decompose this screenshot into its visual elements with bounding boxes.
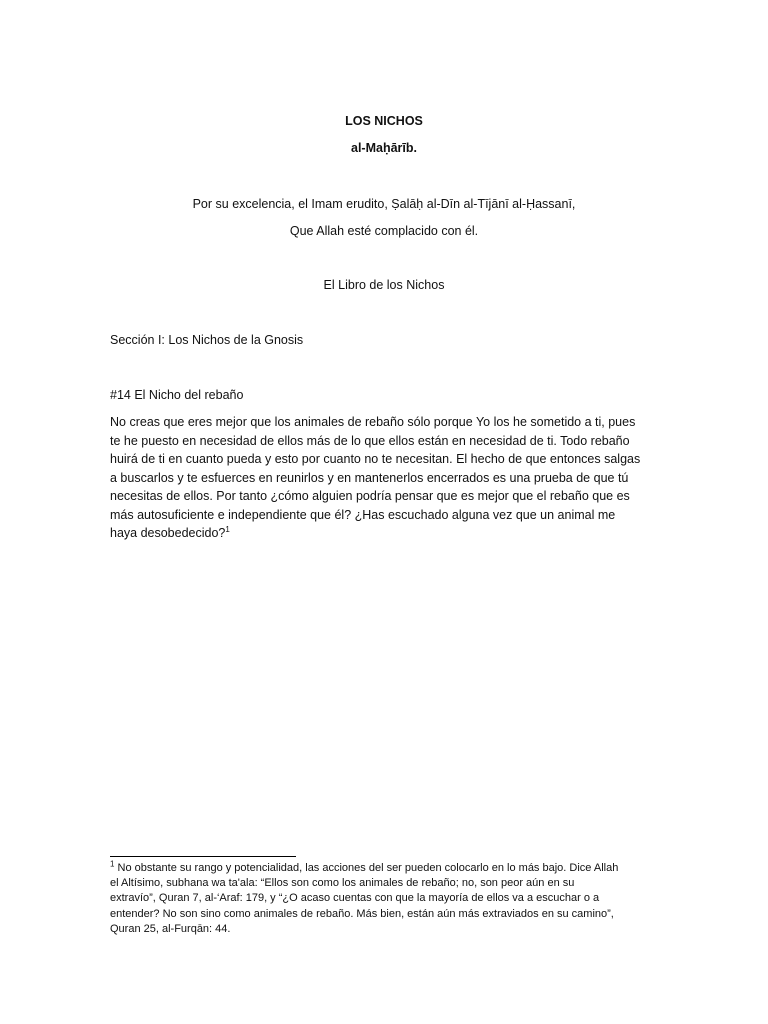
footnote-separator — [110, 856, 296, 857]
niche-heading: #14 El Nicho del rebaño — [110, 388, 244, 402]
paragraph-line: necesitas de ellos. Por tanto ¿cómo alguien podría pensar que es mejor que el rebaño que es — [110, 489, 630, 503]
footnote-first-line — [110, 861, 660, 876]
footnote-line: extravío”, Quran 7, al-‘Araf: 179, y “¿O acaso cuentas con que la mayoría de ellos va a escuchar o a — [110, 892, 600, 905]
footnote-line: entender? No son sino como animales de rebaño. Más bien, están aún más extraviados en su camino”, — [110, 907, 614, 920]
paragraph-line: haya desobedecido? — [110, 526, 226, 540]
author-line: Por su excelencia, el Imam erudito, Ṣalāḥ al-Dīn al-Tījānī al-Ḥassanī, — [192, 197, 576, 211]
blessing-line: Que Allah esté complacido con él. — [289, 224, 479, 238]
body-paragraph — [110, 413, 660, 543]
paragraph-line: No creas que eres mejor que los animales de rebaño sólo porque Yo los he sometido a ti, pues — [110, 415, 636, 429]
paragraph-line: huirá de ti en cuanto pueda y esto por cuanto no te necesitan. El hecho de que entonces salgas — [110, 452, 641, 466]
footnote-line: Quran 25, al-Furqān: 44. — [110, 922, 231, 935]
document-title: LOS NICHOS — [345, 114, 423, 128]
paragraph-line: a buscarlos y te esfuerces en reunirlos y en mantenerlos encerrados es una prueba de que tú — [110, 470, 629, 485]
paragraph-line: te he puesto en necesidad de ellos más de lo que ellos están en necesidad de ti. Todo rebaño — [110, 433, 630, 448]
paragraph-last-line — [110, 524, 660, 543]
footnote-line: el Altísimo, subhana wa ta'ala: “Ellos son como los animales de rebaño; no, son peor aún en su — [110, 877, 575, 890]
paragraph-line: más autosuficiente e independiente que él? ¿Has escuchado alguna vez que un animal me — [110, 507, 616, 522]
section-heading: Sección I: Los Nichos de la Gnosis — [110, 333, 304, 347]
footnote-reference: 1 — [225, 524, 230, 534]
book-title: El Libro de los Nichos — [323, 278, 445, 292]
document-subtitle: al-Maḥārīb. — [351, 141, 417, 155]
footnote — [110, 861, 660, 937]
footnote-line: No obstante su rango y potencialidad, las acciones del ser pueden colocarlo en lo más bajo. Dice Allah — [114, 862, 619, 874]
footnote-marker: 1 — [110, 859, 115, 869]
